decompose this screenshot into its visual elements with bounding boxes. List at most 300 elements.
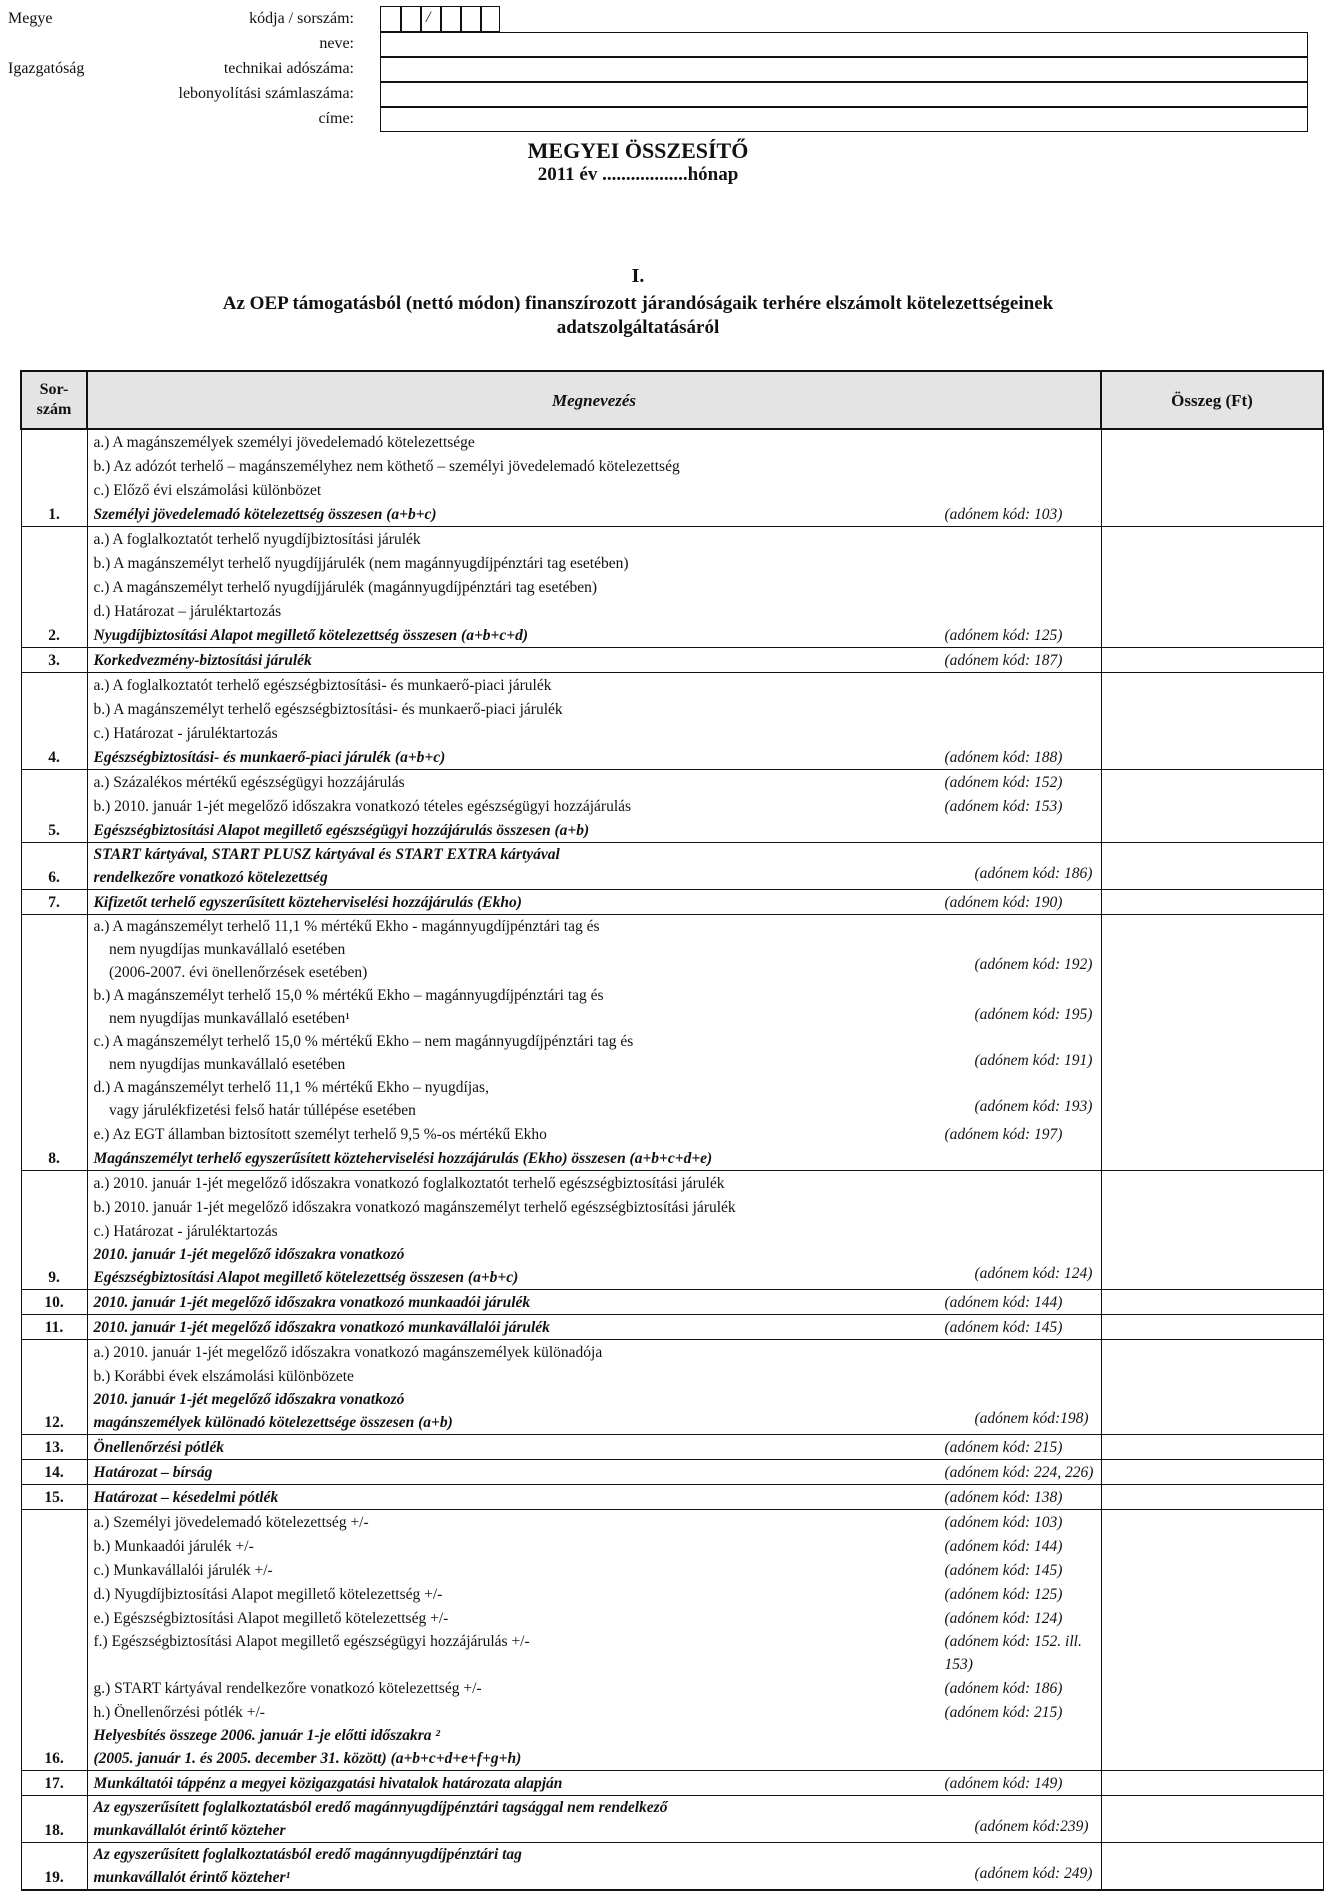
field-label-cime: címe:: [318, 110, 354, 127]
amount-cell[interactable]: [1101, 1171, 1323, 1196]
amount-cell[interactable]: [1101, 984, 1323, 1030]
tax-code-label: (adónem kód: 186): [944, 1680, 1063, 1697]
row-number: [21, 915, 87, 985]
row-text: a.) Személyi jövedelemadó kötelezettség +/-: [93, 1514, 369, 1531]
row-description: [87, 1435, 1101, 1460]
table-row: [21, 502, 1323, 527]
row-description: [87, 1606, 1101, 1630]
row-description: [87, 1195, 1101, 1219]
table-row: [21, 575, 1323, 599]
amount-cell[interactable]: [1101, 454, 1323, 478]
row-text: a.) A foglalkoztatót terhelő egészségbiztosítási- és munkaerő-piaci járulék: [93, 677, 552, 694]
table-row: [21, 770, 1323, 795]
amount-cell[interactable]: [1101, 527, 1323, 552]
row-text: Az egyszerűsített foglalkoztatásból eredő magánnyugdíjpénztári tag munkavállalót érintő közteher¹: [93, 1846, 522, 1886]
row-description: [87, 890, 1101, 915]
table-row: [21, 623, 1323, 648]
tax-code-label: (adónem kód: 193): [974, 1098, 1093, 1115]
row-number: [21, 1171, 87, 1196]
row-number: [21, 1219, 87, 1243]
tax-code-label: (adónem kód: 145): [944, 1562, 1063, 1579]
row-number: [21, 429, 87, 454]
row-description: [87, 1485, 1101, 1510]
row-description: [87, 818, 1101, 843]
table-row: [21, 454, 1323, 478]
row-number: [21, 794, 87, 818]
row-text: a.) A magánszemélyek személyi jövedelemadó kötelezettsége: [93, 434, 475, 451]
tax-code-label: (adónem kód: 188): [944, 749, 1063, 766]
row-number: 8.: [21, 1146, 87, 1171]
row-text: Személyi jövedelemadó kötelezettség összesen (a+b+c): [93, 506, 437, 523]
row-text: c.) A magánszemélyt terhelő 15,0 % mértékű Ekho – nem magánnyugdíjpénztári tag és nem nyugdíjas munkavállaló esetében: [93, 1033, 634, 1073]
row-text: Egészségbiztosítási Alapot megillető egészségügyi hozzájárulás összesen (a+b): [93, 822, 590, 839]
row-description: [87, 1558, 1101, 1582]
amount-cell[interactable]: [1101, 1724, 1323, 1771]
row-text: Korkedvezmény-biztosítási járulék: [93, 652, 312, 669]
table-header-row: [21, 371, 1323, 429]
row-text: 2010. január 1-jét megelőző időszakra vonatkozó Egészségbiztosítási Alapot megillető kötelezettség összesen (a+b+c): [93, 1246, 519, 1286]
row-description: [87, 1315, 1101, 1340]
row-number: 12.: [21, 1388, 87, 1435]
row-text: c.) A magánszemélyt terhelő nyugdíjjárulék (magánnyugdíjpénztári tag esetében): [93, 579, 598, 596]
field-label-kod: kódja / sorszám:: [249, 10, 354, 27]
amount-cell[interactable]: [1101, 1534, 1323, 1558]
tax-code-label: (adónem kód: 197): [944, 1126, 1063, 1143]
row-description: [87, 478, 1101, 502]
document-subtitle: 2011 év ..................hónap: [537, 164, 739, 185]
row-text: c.) Előző évi elszámolási különbözet: [93, 482, 322, 499]
row-text: b.) A magánszemélyt terhelő 15,0 % mértékű Ekho – magánnyugdíjpénztári tag és nem nyugdíjas munkavállaló esetében¹: [93, 987, 604, 1027]
row-number: [21, 1700, 87, 1724]
name-input[interactable]: [380, 32, 1308, 57]
row-description: [87, 1676, 1101, 1700]
row-text: Kifizetőt terhelő egyszerűsített közteherviselési hozzájárulás (Ekho): [93, 894, 522, 911]
row-description: [87, 1630, 1101, 1676]
row-number: [21, 478, 87, 502]
table-row: [21, 745, 1323, 770]
tax-code-label: (adónem kód: 152. ill. 153): [944, 1633, 1082, 1673]
amount-cell[interactable]: [1101, 1388, 1323, 1435]
row-number: [21, 1558, 87, 1582]
amount-cell[interactable]: [1101, 745, 1323, 770]
field-label-szamlaszam: lebonyolítási számlaszáma:: [178, 85, 354, 102]
amount-cell[interactable]: [1101, 551, 1323, 575]
table-row: [21, 1146, 1323, 1171]
row-text: b.) 2010. január 1-jét megelőző időszakra vonatkozó magánszemélyt terhelő egészségbiztosítási járulék: [93, 1199, 736, 1216]
row-number: [21, 1582, 87, 1606]
row-number: 15.: [21, 1485, 87, 1510]
row-number: [21, 673, 87, 698]
tax-code-label: (adónem kód: 192): [974, 956, 1093, 973]
row-text: b.) A magánszemélyt terhelő nyugdíjjárulék (nem magánnyugdíjpénztári tag esetében): [93, 555, 629, 572]
row-text: e.) Egészségbiztosítási Alapot megillető kötelezettség +/-: [93, 1610, 449, 1627]
row-description: [87, 1510, 1101, 1535]
amount-cell[interactable]: [1101, 1700, 1323, 1724]
row-description: [87, 623, 1101, 648]
row-number: [21, 1630, 87, 1676]
tax-code-label: (adónem kód:239): [974, 1818, 1089, 1835]
amount-cell[interactable]: [1101, 429, 1323, 454]
row-text: Egészségbiztosítási- és munkaerő-piaci járulék (a+b+c): [93, 749, 446, 766]
amount-cell[interactable]: [1101, 1796, 1323, 1843]
row-number: 10.: [21, 1290, 87, 1315]
field-label-neve: neve:: [319, 35, 354, 52]
row-text: e.) Az EGT államban biztosított személyt terhelő 9,5 %-os mértékű Ekho: [93, 1126, 547, 1143]
row-description: [87, 1290, 1101, 1315]
tax-code-label: (adónem kód: 103): [944, 1514, 1063, 1531]
table-row: [21, 1510, 1323, 1535]
row-number: [21, 1340, 87, 1365]
row-text: a.) 2010. január 1-jét megelőző időszakra vonatkozó foglalkoztatót terhelő egészségbiztosítási járulék: [93, 1175, 725, 1192]
row-description: [87, 843, 1101, 890]
tax-code-label: (adónem kód: 187): [944, 652, 1063, 669]
table-row: [21, 1315, 1323, 1340]
table-row: [21, 1219, 1323, 1243]
row-text: a.) A foglalkoztatót terhelő nyugdíjbiztosítási járulék: [93, 531, 421, 548]
row-description: [87, 1219, 1101, 1243]
row-number: [21, 551, 87, 575]
row-description: [87, 1724, 1101, 1771]
amount-cell[interactable]: [1101, 818, 1323, 843]
table-row: [21, 673, 1323, 698]
table-row: [21, 1388, 1323, 1435]
amount-cell[interactable]: [1101, 1485, 1323, 1510]
row-number: 6.: [21, 843, 87, 890]
row-number: 13.: [21, 1435, 87, 1460]
amount-cell[interactable]: [1101, 1364, 1323, 1388]
table-row: [21, 1582, 1323, 1606]
amount-cell[interactable]: [1101, 1630, 1323, 1676]
row-number: [21, 1534, 87, 1558]
amount-cell[interactable]: [1101, 1195, 1323, 1219]
row-text: b.) Munkaadói járulék +/-: [93, 1538, 254, 1555]
row-description: [87, 984, 1101, 1030]
row-number: 7.: [21, 890, 87, 915]
table-row: [21, 1435, 1323, 1460]
row-number: 2.: [21, 623, 87, 648]
row-text: b.) 2010. január 1-jét megelőző időszakra vonatkozó tételes egészségügyi hozzájárulás: [93, 798, 632, 815]
row-description: [87, 745, 1101, 770]
row-number: 11.: [21, 1315, 87, 1340]
amount-cell[interactable]: [1101, 1460, 1323, 1485]
tax-code-label: (adónem kód: 125): [944, 627, 1063, 644]
row-text: b.) A magánszemélyt terhelő egészségbiztosítási- és munkaerő-piaci járulék: [93, 701, 563, 718]
tax-code-label: (adónem kód: 145): [944, 1319, 1063, 1336]
row-number: 18.: [21, 1796, 87, 1843]
row-description: [87, 1340, 1101, 1365]
row-text: 2010. január 1-jét megelőző időszakra vonatkozó munkavállalói járulék: [93, 1319, 550, 1336]
field-label-adoszam: technikai adószáma:: [223, 60, 354, 77]
row-description: [87, 1171, 1101, 1196]
table-row: [21, 1030, 1323, 1076]
table-row: [21, 1771, 1323, 1796]
row-number: [21, 721, 87, 745]
table-row: [21, 1195, 1323, 1219]
amount-cell[interactable]: [1101, 1146, 1323, 1171]
row-text: b.) Az adózót terhelő – magánszemélyhez nem köthető – személyi jövedelemadó kötelezettség: [93, 458, 680, 475]
row-description: [87, 1534, 1101, 1558]
table-row: [21, 1122, 1323, 1146]
row-number: 3.: [21, 648, 87, 673]
row-description: [87, 1364, 1101, 1388]
row-description: [87, 1582, 1101, 1606]
address-input[interactable]: [380, 107, 1308, 132]
amount-cell[interactable]: [1101, 1030, 1323, 1076]
row-text: g.) START kártyával rendelkezőre vonatkozó kötelezettség +/-: [93, 1680, 482, 1697]
row-number: [21, 697, 87, 721]
row-text: f.) Egészségbiztosítási Alapot megillető egészségügyi hozzájárulás +/-: [93, 1633, 530, 1650]
tax-code-label: (adónem kód: 149): [944, 1775, 1063, 1792]
row-description: [87, 599, 1101, 623]
row-description: [87, 915, 1101, 985]
amount-cell[interactable]: [1101, 697, 1323, 721]
row-number: 5.: [21, 818, 87, 843]
code-slash: /: [426, 9, 431, 26]
row-description: [87, 1030, 1101, 1076]
table-row: [21, 984, 1323, 1030]
tax-code-label: (adónem kód:198): [974, 1410, 1089, 1427]
table-row: [21, 1290, 1323, 1315]
row-description: [87, 1796, 1101, 1843]
tax-code-label: (adónem kód: 153): [944, 798, 1063, 815]
amount-cell[interactable]: [1101, 1340, 1323, 1365]
row-text: Határozat – bírság: [93, 1464, 213, 1481]
tax-code-label: (adónem kód: 124): [944, 1610, 1063, 1627]
amount-cell[interactable]: [1101, 1676, 1323, 1700]
amount-cell[interactable]: [1101, 1315, 1323, 1340]
row-number: [21, 575, 87, 599]
amount-cell[interactable]: [1101, 1606, 1323, 1630]
amount-cell[interactable]: [1101, 1290, 1323, 1315]
row-number: [21, 1030, 87, 1076]
row-description: [87, 794, 1101, 818]
igazgatosag-label: Igazgatóság: [8, 60, 85, 77]
table-row: [21, 1243, 1323, 1290]
amount-cell[interactable]: [1101, 721, 1323, 745]
amount-cell[interactable]: [1101, 623, 1323, 648]
row-text: c.) Határozat - járuléktartozás: [93, 725, 278, 742]
row-number: [21, 770, 87, 795]
amount-cell[interactable]: [1101, 770, 1323, 795]
row-description: [87, 1146, 1101, 1171]
amount-cell[interactable]: [1101, 1843, 1323, 1891]
tax-code-label: (adónem kód: 138): [944, 1489, 1063, 1506]
row-number: [21, 984, 87, 1030]
amount-cell[interactable]: [1101, 599, 1323, 623]
row-number: [21, 1076, 87, 1122]
table-row: [21, 599, 1323, 623]
table-row: [21, 1700, 1323, 1724]
amount-cell[interactable]: [1101, 1435, 1323, 1460]
amount-cell[interactable]: [1101, 1122, 1323, 1146]
row-number: 4.: [21, 745, 87, 770]
row-text: 2010. január 1-jét megelőző időszakra vonatkozó munkaadói járulék: [93, 1294, 531, 1311]
row-description: [87, 527, 1101, 552]
table-row: [21, 1558, 1323, 1582]
row-text: Önellenőrzési pótlék: [93, 1439, 224, 1456]
row-description: [87, 648, 1101, 673]
row-number: [21, 1195, 87, 1219]
table-row: [21, 478, 1323, 502]
amount-cell[interactable]: [1101, 478, 1323, 502]
table-row: [21, 1676, 1323, 1700]
section-title-line1: Az OEP támogatásból (nettó módon) finanszírozott járandóságaik terhére elszámolt kötelezettségeinek: [222, 293, 1054, 314]
table-row: [21, 1364, 1323, 1388]
header-osszeg: Összeg (Ft): [1101, 371, 1323, 429]
account-number-input[interactable]: [380, 82, 1308, 107]
tax-number-input[interactable]: [380, 57, 1308, 82]
row-text: Határozat – késedelmi pótlék: [93, 1489, 279, 1506]
amount-cell[interactable]: [1101, 502, 1323, 527]
tax-code-label: (adónem kód: 144): [944, 1538, 1063, 1555]
tax-code-label: (adónem kód: 215): [944, 1704, 1063, 1721]
row-number: [21, 1676, 87, 1700]
row-number: [21, 599, 87, 623]
tax-code-label: (adónem kód: 190): [944, 894, 1063, 911]
row-description: [87, 1700, 1101, 1724]
row-description: [87, 454, 1101, 478]
row-description: [87, 721, 1101, 745]
table-row: [21, 1534, 1323, 1558]
table-row: [21, 1796, 1323, 1843]
table-row: [21, 648, 1323, 673]
summary-table: [20, 370, 1324, 1891]
tax-code-label: (adónem kód: 215): [944, 1439, 1063, 1456]
amount-cell[interactable]: [1101, 1243, 1323, 1290]
amount-cell[interactable]: [1101, 1510, 1323, 1535]
code-input[interactable]: [380, 6, 500, 32]
row-number: 14.: [21, 1460, 87, 1485]
row-description: [87, 697, 1101, 721]
tax-code-label: (adónem kód: 144): [944, 1294, 1063, 1311]
row-text: a.) 2010. január 1-jét megelőző időszakra vonatkozó magánszemélyek különadója: [93, 1344, 603, 1361]
table-row: [21, 794, 1323, 818]
tax-code-label: (adónem kód: 125): [944, 1586, 1063, 1603]
row-text: 2010. január 1-jét megelőző időszakra vonatkozó magánszemélyek különadó kötelezettsége összesen (a+b): [93, 1391, 453, 1431]
row-text: a.) A magánszemélyt terhelő 11,1 % mértékű Ekho - magánnyugdíjpénztári tag és nem nyugdíjas munkavállaló esetében (2006-2007. évi önellenőrzések esetében): [93, 918, 600, 981]
table-row: [21, 915, 1323, 985]
row-text: Az egyszerűsített foglalkoztatásból eredő magánnyugdíjpénztári tagsággal nem rendelkező munkavállalót érintő közteher: [93, 1799, 668, 1839]
row-number: 17.: [21, 1771, 87, 1796]
amount-cell[interactable]: [1101, 1582, 1323, 1606]
form-header: [0, 0, 1336, 140]
megye-label: Megye: [8, 10, 53, 27]
row-number: 1.: [21, 502, 87, 527]
row-text: Munkáltatói táppénz a megyei közigazgatási hivatalok határozata alapján: [93, 1775, 563, 1792]
tax-code-label: (adónem kód: 191): [974, 1052, 1093, 1069]
table-row: [21, 1843, 1323, 1891]
row-description: [87, 1460, 1101, 1485]
row-number: [21, 454, 87, 478]
row-text: Nyugdíjbiztosítási Alapot megillető kötelezettség összesen (a+b+c+d): [93, 627, 528, 644]
row-description: [87, 673, 1101, 698]
row-number: 19.: [21, 1843, 87, 1891]
row-number: [21, 1364, 87, 1388]
row-description: [87, 1243, 1101, 1290]
section-number: I.: [631, 265, 645, 287]
table-row: [21, 1606, 1323, 1630]
table-row: [21, 429, 1323, 454]
amount-cell[interactable]: [1101, 575, 1323, 599]
row-text: d.) Határozat – járuléktartozás: [93, 603, 282, 620]
tax-code-label: (adónem kód: 224, 226): [944, 1464, 1094, 1481]
table-row: [21, 1076, 1323, 1122]
amount-cell[interactable]: [1101, 915, 1323, 985]
amount-cell[interactable]: [1101, 843, 1323, 890]
table-row: [21, 527, 1323, 552]
header-sorszam: Sor- szám: [21, 371, 87, 429]
row-description: [87, 770, 1101, 795]
row-text: d.) A magánszemélyt terhelő 11,1 % mértékű Ekho – nyugdíjas, vagy járulékfizetési felső határ túllépése esetében: [93, 1079, 489, 1119]
amount-cell[interactable]: [1101, 1076, 1323, 1122]
row-description: [87, 1388, 1101, 1435]
table-row: [21, 1460, 1323, 1485]
table-row: [21, 1485, 1323, 1510]
row-text: Helyesbítés összege 2006. január 1-je előtti időszakra ² (2005. január 1. és 2005. december 31. között) (a+b+c+d+e+f+g+h): [93, 1727, 522, 1767]
tax-code-label: (adónem kód: 103): [944, 506, 1063, 523]
table-row: [21, 1340, 1323, 1365]
row-number: 9.: [21, 1243, 87, 1290]
amount-cell[interactable]: [1101, 890, 1323, 915]
row-description: [87, 1843, 1101, 1891]
row-number: [21, 1122, 87, 1146]
row-number: [21, 527, 87, 552]
row-number: [21, 1606, 87, 1630]
row-description: [87, 429, 1101, 454]
amount-cell[interactable]: [1101, 648, 1323, 673]
amount-cell[interactable]: [1101, 673, 1323, 698]
table-row: [21, 1724, 1323, 1771]
row-text: d.) Nyugdíjbiztosítási Alapot megillető kötelezettség +/-: [93, 1586, 443, 1603]
amount-cell[interactable]: [1101, 1771, 1323, 1796]
row-text: c.) Munkavállalói járulék +/-: [93, 1562, 273, 1579]
row-description: [87, 575, 1101, 599]
amount-cell[interactable]: [1101, 1558, 1323, 1582]
row-text: Magánszemélyt terhelő egyszerűsített közteherviselési hozzájárulás (Ekho) összesen (a+b+c+d+e): [93, 1150, 713, 1167]
tax-code-label: (adónem kód: 186): [974, 865, 1093, 882]
row-number: 16.: [21, 1724, 87, 1771]
amount-cell[interactable]: [1101, 1219, 1323, 1243]
header-megnevezes: Megnevezés: [87, 371, 1101, 429]
row-text: a.) Százalékos mértékű egészségügyi hozzájárulás: [93, 774, 405, 791]
table-row: [21, 1171, 1323, 1196]
row-number: [21, 1510, 87, 1535]
table-row: [21, 843, 1323, 890]
row-description: [87, 1771, 1101, 1796]
table-row: [21, 551, 1323, 575]
row-text: START kártyával, START PLUSZ kártyával és START EXTRA kártyával rendelkezőre vonatkozó kötelezettség: [93, 846, 560, 886]
table-row: [21, 1630, 1323, 1676]
row-description: [87, 1122, 1101, 1146]
table-row: [21, 890, 1323, 915]
tax-code-label: (adónem kód: 249): [974, 1865, 1093, 1882]
row-text: b.) Korábbi évek elszámolási különbözete: [93, 1368, 354, 1385]
section-title-line2: adatszolgáltatásáról: [556, 317, 720, 338]
row-text: c.) Határozat - járuléktartozás: [93, 1223, 278, 1240]
row-description: [87, 1076, 1101, 1122]
document-title: MEGYEI ÖSSZESÍTŐ: [527, 138, 749, 163]
row-description: [87, 551, 1101, 575]
tax-code-label: (adónem kód: 195): [974, 1006, 1093, 1023]
row-text: h.) Önellenőrzési pótlék +/-: [93, 1704, 265, 1721]
table-row: [21, 721, 1323, 745]
amount-cell[interactable]: [1101, 794, 1323, 818]
row-description: [87, 502, 1101, 527]
table-row: [21, 697, 1323, 721]
tax-code-label: (adónem kód: 152): [944, 774, 1063, 791]
tax-code-label: (adónem kód: 124): [974, 1265, 1093, 1282]
table-row: [21, 818, 1323, 843]
